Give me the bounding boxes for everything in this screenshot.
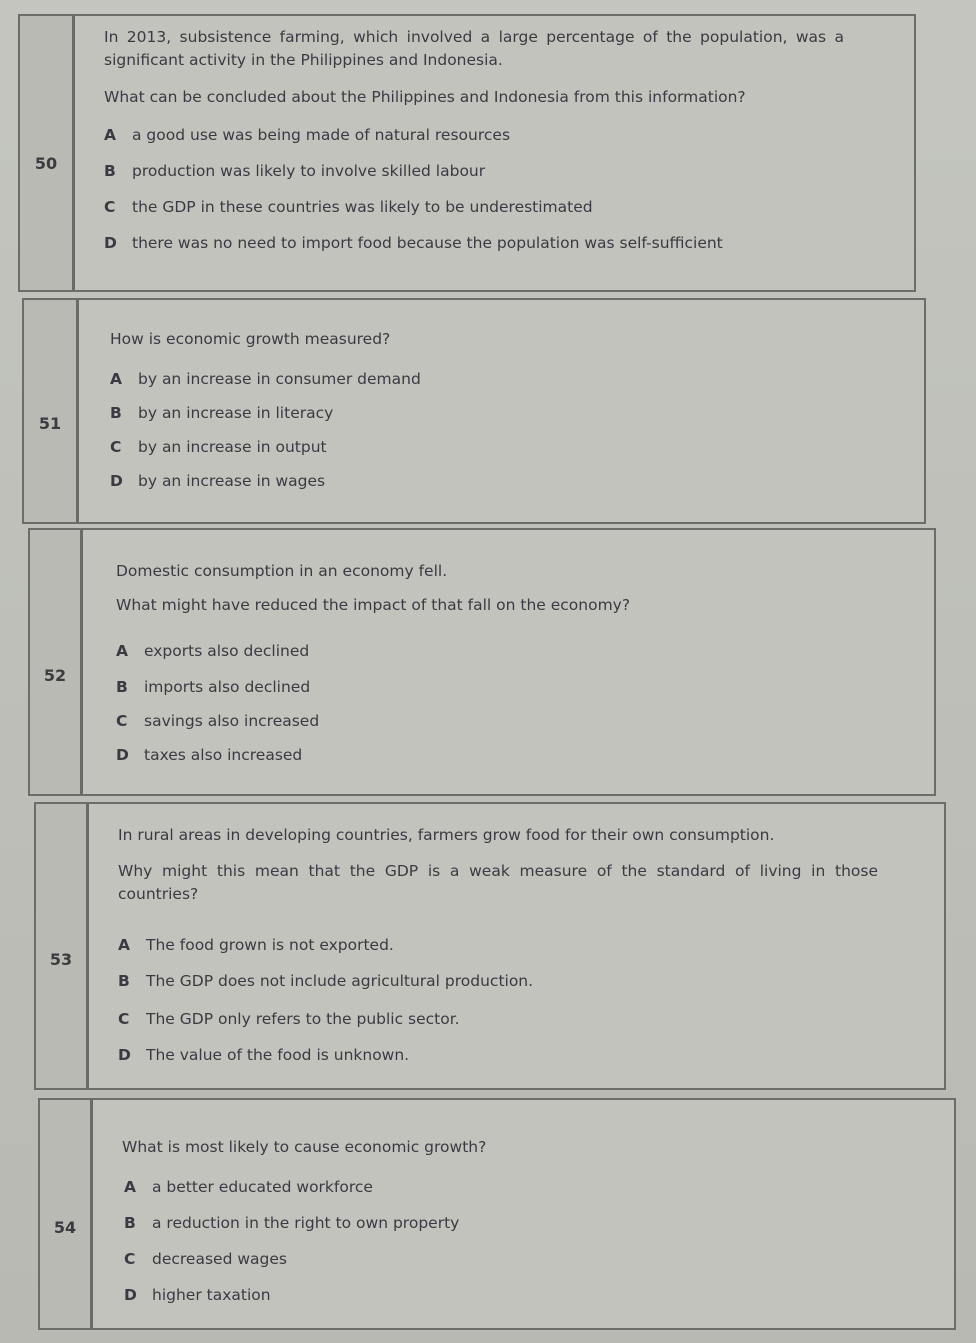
option-text: higher taxation [152,1286,271,1304]
question-51 [22,298,926,524]
option-d[interactable] [116,746,302,764]
option-text: there was no need to import food because the population was self-sufficient [132,234,723,252]
option-d[interactable] [124,1286,271,1304]
option-text: exports also declined [144,642,310,660]
option-a[interactable] [116,642,309,660]
option-letter: D [116,746,129,764]
option-b[interactable] [124,1214,459,1232]
question-50 [18,14,916,292]
option-d[interactable] [118,1046,409,1064]
question-stem: Domestic consumption in an economy fell. [116,562,448,580]
question-53 [34,802,946,1090]
question-54 [38,1098,956,1330]
option-text: the GDP in these countries was likely to be underestimated [132,198,593,216]
option-d[interactable] [104,234,723,252]
option-letter: B [124,1214,136,1232]
option-letter: B [118,972,130,990]
option-text: taxes also increased [144,746,303,764]
option-text: The GDP does not include agricultural production. [146,972,534,990]
option-d[interactable] [110,472,325,490]
option-c[interactable] [110,438,327,456]
option-letter: A [104,126,116,144]
question-number-column [36,804,89,1088]
option-text: The food grown is not exported. [146,936,394,954]
option-c[interactable] [104,198,593,216]
question-number-column [40,1100,93,1328]
option-text: The GDP only refers to the public sector. [146,1010,460,1028]
option-a[interactable] [104,126,510,144]
option-text: by an increase in literacy [138,404,334,422]
question-number: 51 [38,414,62,433]
option-text: by an increase in wages [138,472,326,490]
option-letter: D [118,1046,131,1064]
option-letter: A [124,1178,136,1196]
question-number: 53 [49,950,73,969]
option-text: a good use was being made of natural resources [132,126,511,144]
question-prompt: What might have reduced the impact of that fall on the economy? [116,596,631,614]
option-text: a reduction in the right to own property [152,1214,460,1232]
question-prompt: Why might this mean that the GDP is a weak measure of the standard of living in those countries? [118,862,878,903]
option-c[interactable] [118,1010,460,1028]
option-text: The value of the food is unknown. [146,1046,410,1064]
option-text: a better educated workforce [152,1178,373,1196]
option-letter: D [124,1286,137,1304]
option-b[interactable] [104,162,485,180]
option-b[interactable] [116,678,310,696]
option-letter: D [110,472,123,490]
option-letter: B [110,404,122,422]
option-a[interactable] [110,370,421,388]
question-number-column [20,16,75,290]
question-number: 54 [53,1218,77,1237]
option-letter: B [116,678,128,696]
option-c[interactable] [116,712,319,730]
option-text: by an increase in consumer demand [138,370,421,388]
option-c[interactable] [124,1250,287,1268]
question-number-column [24,300,79,522]
option-text: savings also increased [144,712,320,730]
option-letter: A [118,936,130,954]
option-b[interactable] [110,404,333,422]
option-text: imports also declined [144,678,311,696]
option-letter: D [104,234,117,252]
question-number-column [30,530,83,794]
option-text: production was likely to involve skilled labour [132,162,486,180]
option-letter: A [110,370,122,388]
question-prompt: What can be concluded about the Philippines and Indonesia from this information? [104,88,746,106]
option-letter: C [110,438,122,456]
question-number: 50 [34,154,58,173]
question-stem: In 2013, subsistence farming, which involved a large percentage of the population, was a significant activity in the Philippines and Indonesia. [104,28,844,69]
option-letter: B [104,162,116,180]
option-text: by an increase in output [138,438,327,456]
option-letter: C [104,198,116,216]
question-prompt: What is most likely to cause economic growth? [122,1138,487,1156]
question-52 [28,528,936,796]
option-a[interactable] [124,1178,373,1196]
question-prompt: How is economic growth measured? [110,330,391,348]
option-letter: C [116,712,128,730]
question-stem: In rural areas in developing countries, farmers grow food for their own consumption. [118,826,775,844]
option-letter: A [116,642,128,660]
option-a[interactable] [118,936,394,954]
option-text: decreased wages [152,1250,287,1268]
option-letter: C [124,1250,136,1268]
question-number: 52 [43,666,67,685]
option-b[interactable] [118,972,533,990]
option-letter: C [118,1010,130,1028]
